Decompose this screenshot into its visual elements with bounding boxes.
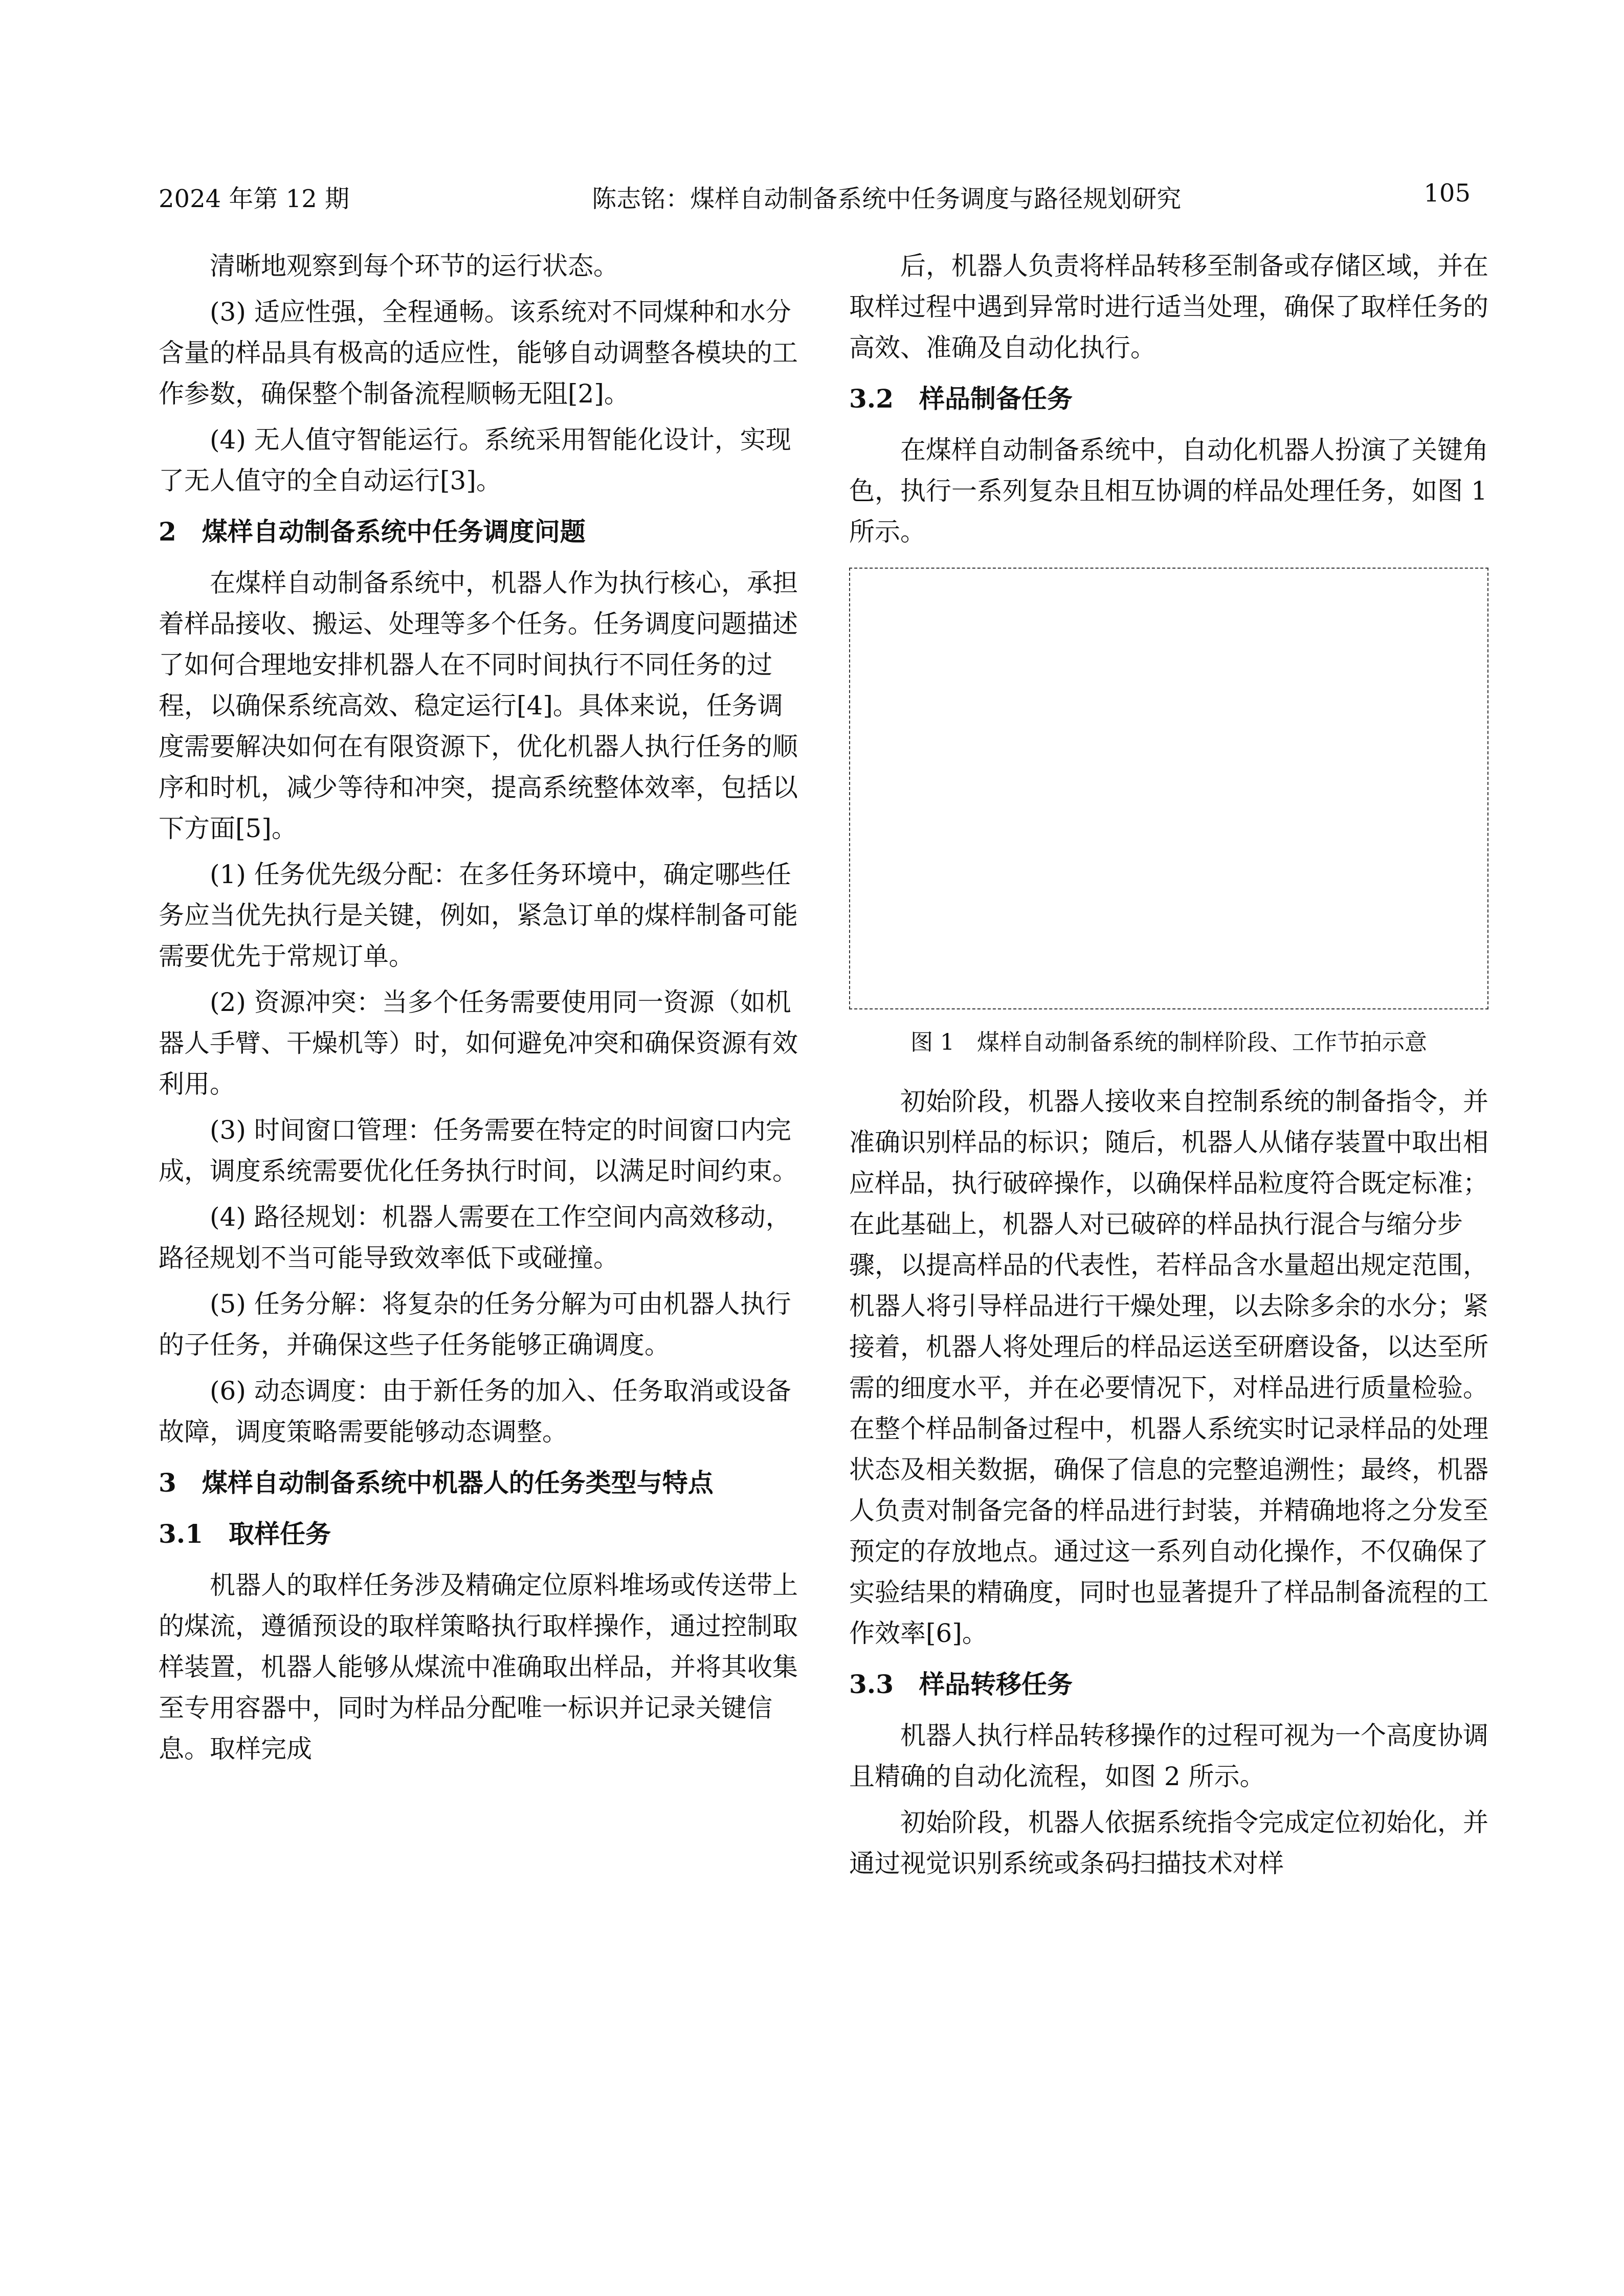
section-heading: 2 煤样自动制备系统中任务调度问题: [159, 516, 586, 547]
paragraph: (1) 任务优先级分配：在多任务环境中，确定哪些任务应当优先执行是关键，例如，紧急订单的煤样制备可能需要优先于常规订单。: [159, 860, 798, 971]
paragraph: 在煤样自动制备系统中，自动化机器人扮演了关键角色，执行一系列复杂且相互协调的样品处理任务，如图 1 所示。: [849, 435, 1488, 547]
paragraph: 初始阶段，机器人依据系统指令完成定位初始化，并通过视觉识别系统或条码扫描技术对样: [849, 1808, 1488, 1879]
subsection-heading: 3.3 样品转移任务: [849, 1669, 1073, 1700]
running-title: 陈志铭：煤样自动制备系统中任务调度与路径规划研究: [592, 185, 1182, 213]
paragraph: (3) 时间窗口管理：任务需要在特定的时间窗口内完成，调度系统需要优化任务执行时间，以满足时间约束。: [159, 1115, 798, 1186]
section-heading: 3 煤样自动制备系统中机器人的任务类型与特点: [159, 1468, 714, 1498]
right-column: [849, 245, 1488, 1889]
figure-caption: 图 1 煤样自动制备系统的制样阶段、工作节拍示意: [910, 1029, 1427, 1055]
issue-label: 2024 年第 12 期: [159, 185, 350, 213]
page-number: 105: [1423, 179, 1471, 208]
paragraph: 在煤样自动制备系统中，机器人作为执行核心，承担着样品接收、搬运、处理等多个任务。任务调度问题描述了如何合理地安排机器人在不同时间执行不同任务的过程，以确保系统高效、稳定运行[4]。具体来说，任务调度需要解决如何在有限资源下，优化机器人执行任务的顺序和时机，减少等待和冲突，提高系统整体效率，包括以下方面[5]。: [159, 568, 798, 843]
left-column: [159, 245, 798, 1774]
paragraph: 清晰地观察到每个环节的运行状态。: [210, 251, 619, 281]
paragraph: (4) 路径规划：机器人需要在工作空间内高效移动，路径规划不当可能导致效率低下或碰撞。: [159, 1202, 791, 1273]
paragraph: 机器人的取样任务涉及精确定位原料堆场或传送带上的煤流，遵循预设的取样策略执行取样操作，通过控制取样装置，机器人能够从煤流中准确取出样品，并将其收集至专用容器中，同时为样品分配唯一标识并记录关键信息。取样完成: [159, 1570, 798, 1764]
paragraph: (2) 资源冲突：当多个任务需要使用同一资源（如机器人手臂、干燥机等）时，如何避免冲突和确保资源有效利用。: [159, 987, 798, 1099]
paragraph: 后，机器人负责将样品转移至制备或存储区域，并在取样过程中遇到异常时进行适当处理，确保了取样任务的高效、准确及自动化执行。: [849, 251, 1488, 363]
header: [159, 179, 1471, 214]
subsection-heading: 3.2 样品制备任务: [849, 384, 1073, 414]
paragraph: (3) 适应性强，全程通畅。该系统对不同煤种和水分含量的样品具有极高的适应性，能够自动调整各模块的工作参数，确保整个制备流程顺畅无阻[2]。: [159, 297, 798, 409]
paragraph: (6) 动态调度：由于新任务的加入、任务取消或设备故障，调度策略需要能够动态调整。: [159, 1376, 791, 1447]
paragraph: (4) 无人值守智能运行。系统采用智能化设计，实现了无人值守的全自动运行[3]。: [159, 425, 791, 496]
paragraph: 机器人执行样品转移操作的过程可视为一个高度协调且精确的自动化流程，如图 2 所示。: [849, 1721, 1488, 1792]
subsection-heading: 3.1 取样任务: [159, 1519, 331, 1549]
figure-1: [849, 568, 1488, 1009]
paragraph: (5) 任务分解：将复杂的任务分解为可由机器人执行的子任务，并确保这些子任务能够正确调度。: [159, 1289, 791, 1360]
paragraph: 初始阶段，机器人接收来自控制系统的制备指令，并准确识别样品的标识；随后，机器人从储存装置中取出相应样品，执行破碎操作，以确保样品粒度符合既定标准；在此基础上，机器人对已破碎的样品执行混合与缩分步骤，以提高样品的代表性，若样品含水量超出规定范围，机器人将引导样品进行干燥处理，以去除多余的水分；紧接着，机器人将处理后的样品运送至研磨设备，以达至所需的细度水平，并在必要情况下，对样品进行质量检验。在整个样品制备过程中，机器人系统实时记录样品的处理状态及相关数据，确保了信息的完整追溯性；最终，机器人负责对制备完备的样品进行封装，并精确地将之分发至预定的存放地点。通过这一系列自动化操作，不仅确保了实验结果的精确度，同时也显著提升了样品制备流程的工作效率[6]。: [849, 1087, 1488, 1649]
